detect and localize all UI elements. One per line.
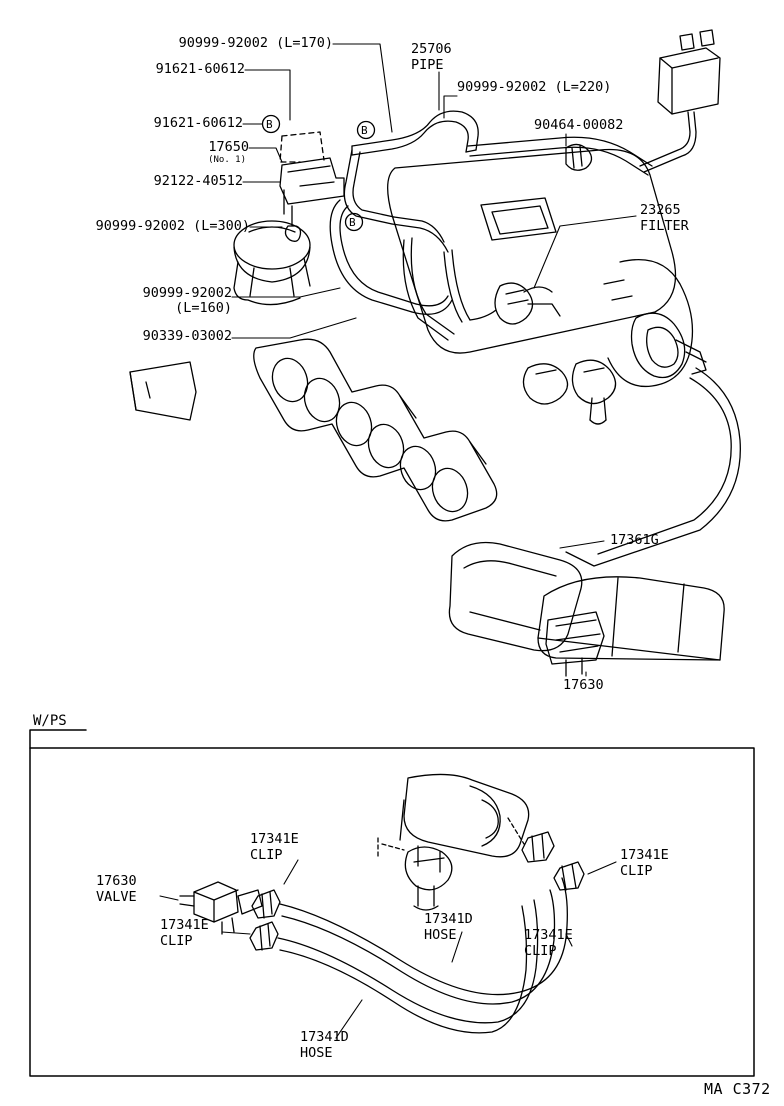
label-17341e-clip-2: 17341E [160, 917, 209, 933]
label-90464-00082: 90464-00082 [534, 117, 624, 133]
label-90999-92002-l220: 90999-92002 (L=220) [457, 79, 612, 95]
label-17341e-clip-4-name: CLIP [620, 863, 653, 879]
label-17361g: 17361G [610, 532, 659, 548]
label-25706-pipe: PIPE [411, 57, 444, 73]
label-17630-top: 17630 [563, 677, 604, 693]
label-90999-92002-l300: 90999-92002 (L=300) [95, 218, 250, 234]
label-17341d-hose-1: 17341D [424, 911, 473, 927]
label-17341e-clip-4: 17341E [620, 847, 669, 863]
label-17341d-hose-2-name: HOSE [300, 1045, 333, 1061]
label-17630-valve-name: VALVE [96, 889, 137, 905]
label-90999-92002-l160-len: (L=160) [175, 300, 232, 316]
label-90339-03002: 90339-03002 [142, 328, 232, 344]
label-17650-note: (No. 1) [208, 155, 246, 165]
label-17341e-clip-1: 17341E [250, 831, 299, 847]
label-25706: 25706 [411, 41, 452, 57]
label-17341e-clip-3: 17341E [524, 927, 573, 943]
label-92122-40512: 92122-40512 [153, 173, 243, 189]
label-17341e-clip-1-name: CLIP [250, 847, 283, 863]
label-17341d-hose-1-name: HOSE [424, 927, 457, 943]
bolt-mark-b-1: B [266, 118, 273, 131]
label-17630-valve: 17630 [96, 873, 137, 889]
label-17341d-hose-2: 17341D [300, 1029, 349, 1045]
label-17341e-clip-3-name: CLIP [524, 943, 557, 959]
label-90999-92002-l160: 90999-92002 [142, 285, 232, 301]
label-23265: 23265 [640, 202, 681, 218]
inset-section-label: W/PS [33, 713, 67, 729]
label-91621-60612-upper: 91621-60612 [155, 61, 245, 77]
label-90999-92002-l170: 90999-92002 (L=170) [178, 35, 333, 51]
bolt-mark-b-2: B [361, 124, 368, 137]
label-17341e-clip-2-name: CLIP [160, 933, 193, 949]
bolt-mark-b-3: B [349, 216, 356, 229]
label-23265-filter: FILTER [640, 218, 689, 234]
label-17650: 17650 [208, 139, 249, 155]
label-91621-60612-lower: 91621-60612 [153, 115, 243, 131]
sheet-code: MA C372 [704, 1080, 771, 1098]
